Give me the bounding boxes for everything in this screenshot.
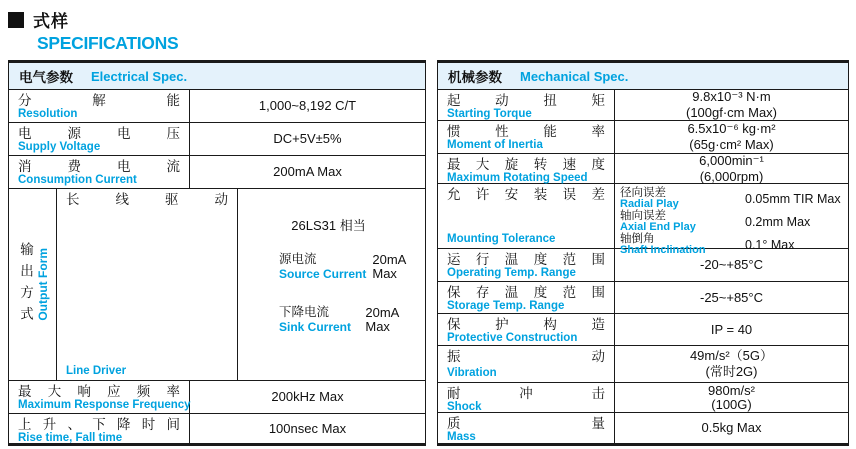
spec-sheet-page: [0, 7, 856, 449]
max-response-frequency-value-text: 200kHz Max: [271, 389, 344, 404]
supply-voltage-value-text: DC+5V±5%: [273, 131, 342, 146]
row-starting-torque: [438, 90, 848, 121]
row-vibration-label-en: Vibration: [447, 367, 497, 379]
radial-play-label: [620, 187, 745, 210]
row-resolution-value: [190, 90, 425, 122]
operating-temp-range-value-text: -20~+85°C: [699, 257, 764, 272]
shock-value-line1: 980m/s²: [708, 382, 755, 398]
row-resolution: [9, 90, 425, 123]
row-supply-voltage-value: [190, 123, 425, 155]
row-shock: [438, 383, 848, 413]
row-max-response-frequency: [9, 381, 425, 414]
row-protective-construction-label-zh: 保护构造: [447, 317, 605, 332]
row-protective-construction-value: [615, 314, 848, 345]
row-rise-fall-time-label: [9, 414, 190, 443]
sink-current-label-zh: 下降电流: [279, 305, 330, 319]
row-mass: [438, 413, 848, 443]
row-consumption-current-label-zh: 消费电流: [18, 159, 180, 174]
rise-fall-time-value-text: 100nsec Max: [268, 420, 347, 436]
max-rotating-speed-value-line1: 6,000min⁻¹: [699, 152, 764, 168]
row-shock-label-zh: 耐冲击: [447, 386, 605, 401]
row-mass-label-en: Mass: [447, 431, 476, 443]
line-driver-label-en: Line Driver: [66, 365, 127, 377]
row-consumption-current-label: [9, 156, 190, 188]
sink-current-label: [279, 305, 359, 334]
row-operating-temp-range-label: [438, 249, 615, 281]
starting-torque-value-line1: 9.8x10⁻³ N·m: [692, 89, 771, 104]
consumption-current-value-text: 200mA Max: [273, 164, 342, 179]
row-rise-fall-time-label-zh: 上升、下降时间: [18, 417, 180, 432]
mechanical-header-en: Mechanical Spec.: [520, 68, 629, 84]
row-mass-label-zh: 质量: [447, 416, 605, 431]
row-rise-fall-time-value: [190, 414, 425, 443]
axial-end-play-label-en: Axial End Play: [620, 221, 696, 233]
shaft-inclination-value: 0.1° Max: [745, 237, 795, 252]
row-operating-temp-range-label-en: Operating Temp. Range: [447, 267, 576, 279]
output-form-group-en: Output Form: [36, 248, 50, 321]
row-max-rotating-speed-label-en: Maximum Rotating Speed: [447, 172, 588, 184]
row-resolution-label: [9, 90, 190, 122]
row-storage-temp-range-value: [615, 282, 848, 313]
axial-end-play-label: [620, 210, 745, 233]
source-current-item: [279, 252, 419, 281]
electrical-header: [9, 63, 425, 90]
row-consumption-current: [9, 156, 425, 189]
title-en: SPECIFICATIONS: [37, 33, 179, 53]
row-resolution-label-en: Resolution: [18, 108, 78, 120]
line-driver-label-zh: 长线驱动: [66, 192, 228, 207]
starting-torque-value-line2: (100gf·cm Max): [685, 105, 778, 120]
row-operating-temp-range: [438, 249, 848, 282]
axial-end-play-label-zh: 轴向误差: [620, 210, 666, 222]
vibration-value-line1: 49m/s²（5G）: [689, 348, 774, 363]
row-mounting-tolerance-label-en: Mounting Tolerance: [447, 233, 556, 245]
row-mass-label: [438, 413, 615, 443]
shaft-inclination-label-en: Shaft Inclination: [620, 244, 706, 256]
row-moment-of-inertia-label: [438, 121, 615, 153]
row-moment-of-inertia: [438, 121, 848, 154]
radial-play-label-zh: 径向误差: [620, 187, 666, 199]
row-consumption-current-label-en: Consumption Current: [18, 174, 137, 186]
mechanical-header-zh: 机械参数: [448, 70, 502, 85]
page-title: [8, 7, 856, 32]
row-operating-temp-range-label-zh: 运行温度范围: [447, 252, 605, 267]
row-storage-temp-range-label-zh: 保存温度范围: [447, 285, 605, 300]
electrical-header-en: Electrical Spec.: [91, 68, 188, 84]
vibration-value-line2: (常时2G): [705, 364, 758, 379]
black-square-bullet: [8, 12, 24, 28]
moment-of-inertia-value-line2: (65g·cm² Max): [689, 137, 774, 152]
row-shock-label-en: Shock: [447, 401, 482, 413]
row-vibration: [438, 346, 848, 383]
row-max-rotating-speed-value: [615, 154, 848, 183]
row-vibration-label-zh: 振动: [447, 349, 605, 364]
row-supply-voltage-label-zh: 电源电压: [18, 126, 180, 141]
row-supply-voltage-label-en: Supply Voltage: [18, 141, 101, 153]
mass-value-text: 0.5kg Max: [701, 420, 762, 435]
row-shock-label: [438, 383, 615, 412]
row-max-rotating-speed-label-zh: 最大旋转速度: [447, 157, 605, 172]
row-max-response-frequency-label-en: Maximum Response Frequency: [18, 399, 191, 411]
radial-play-label-en: Radial Play: [620, 198, 679, 210]
row-mounting-tolerance-label: [438, 184, 615, 248]
source-current-value: 20mA Max: [372, 252, 406, 281]
row-storage-temp-range-label: [438, 282, 615, 313]
row-moment-of-inertia-label-zh: 惯性能率: [447, 124, 605, 139]
row-operating-temp-range-value: [615, 249, 848, 281]
row-protective-construction-label: [438, 314, 615, 345]
mechanical-header: [438, 63, 848, 90]
row-storage-temp-range: [438, 282, 848, 314]
row-supply-voltage: [9, 123, 425, 156]
storage-temp-range-value-text: -25~+85°C: [699, 289, 764, 305]
sink-current-value: 20mA Max: [365, 305, 399, 334]
axial-end-play-value: 0.2mm Max: [745, 214, 811, 229]
radial-play-item: [620, 187, 844, 210]
spec-tables: [8, 60, 856, 446]
sink-current-label-en: Sink Current: [279, 320, 352, 334]
resolution-value-text: 1,000~8,192 C/T: [258, 98, 357, 113]
row-vibration-value: [615, 346, 848, 382]
row-shock-value: [615, 383, 848, 412]
output-form-value-cell: [238, 189, 425, 380]
shaft-inclination-label-zh: 轴倒角: [620, 233, 655, 245]
moment-of-inertia-value-line1: 6.5x10⁻⁶ kg·m²: [687, 121, 776, 136]
axial-end-play-item: [620, 210, 844, 233]
mechanical-spec-table: [437, 60, 849, 446]
electrical-spec-table: [8, 60, 426, 446]
title-zh: 式样: [33, 12, 69, 31]
row-consumption-current-value: [190, 156, 425, 188]
row-max-rotating-speed-label: [438, 154, 615, 183]
row-mounting-tolerance: [438, 184, 848, 256]
protective-construction-value-text: IP = 40: [710, 321, 753, 337]
row-mass-value: [615, 413, 848, 443]
row-max-response-frequency-label-zh: 最大响应频率: [18, 384, 180, 399]
row-moment-of-inertia-value: [615, 121, 848, 153]
row-mounting-tolerance-label-zh: 允许安装误差: [447, 187, 605, 202]
electrical-header-zh: 电气参数: [19, 70, 73, 85]
line-driver-label: [57, 189, 238, 380]
row-starting-torque-value: [615, 90, 848, 120]
mounting-tolerance-value-cell: [615, 184, 848, 256]
sink-current-item: [279, 305, 419, 334]
source-current-label: [279, 252, 366, 281]
row-max-rotating-speed: [438, 154, 848, 184]
row-max-response-frequency-value: [190, 381, 425, 413]
source-current-label-zh: 源电流: [279, 252, 317, 266]
max-rotating-speed-value-line2: (6,000rpm): [699, 168, 764, 184]
output-form-group-zh: 输出方式: [18, 241, 33, 328]
row-starting-torque-label: [438, 90, 615, 120]
row-max-response-frequency-label: [9, 381, 190, 413]
row-vibration-label: [438, 346, 615, 382]
row-starting-torque-label-en: Starting Torque: [447, 108, 532, 120]
output-equivalent-text: 26LS31 相当: [291, 218, 366, 233]
source-current-label-en: Source Current: [279, 267, 367, 281]
shock-value-line2: (100G): [711, 396, 752, 412]
row-rise-fall-time: [9, 414, 425, 443]
row-protective-construction-label-en: Protective Construction: [447, 332, 578, 344]
output-form-group-cell: [9, 189, 57, 380]
row-moment-of-inertia-label-en: Moment of Inertia: [447, 139, 543, 151]
row-storage-temp-range-label-en: Storage Temp. Range: [447, 300, 565, 312]
row-supply-voltage-label: [9, 123, 190, 155]
row-output-form: [9, 189, 425, 381]
radial-play-value: 0.05mm TIR Max: [745, 191, 841, 206]
row-resolution-label-zh: 分解能: [18, 93, 180, 108]
row-starting-torque-label-zh: 起动扭矩: [447, 93, 605, 108]
row-rise-fall-time-label-en: Rise time, Fall time: [18, 432, 123, 444]
row-protective-construction: [438, 314, 848, 346]
